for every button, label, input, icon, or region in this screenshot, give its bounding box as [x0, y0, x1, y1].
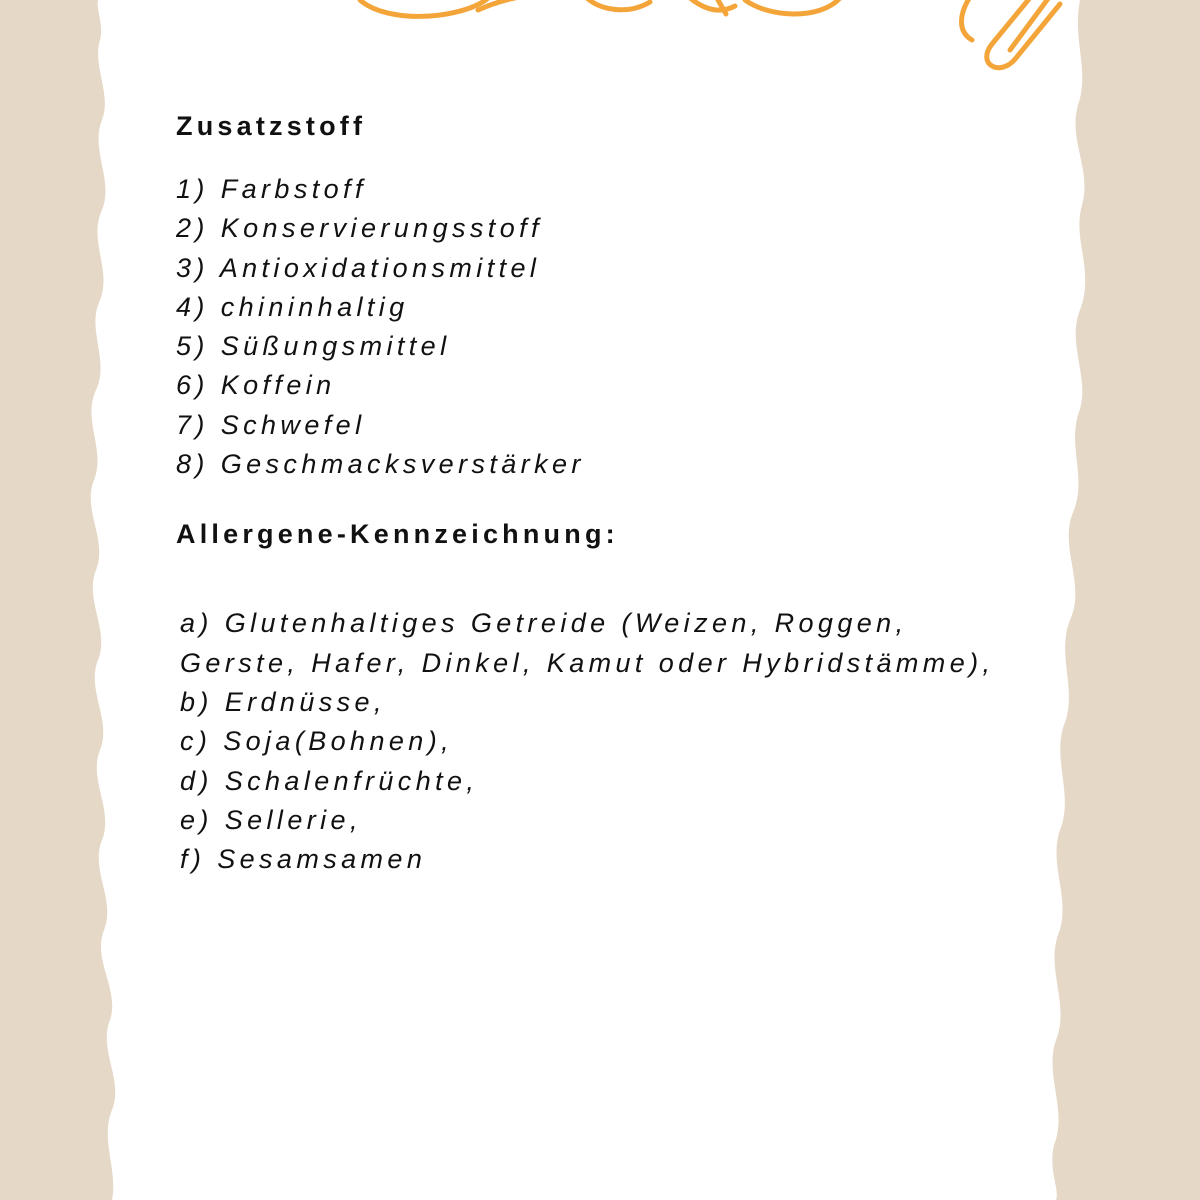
- additive-item: 6) Koffein: [176, 370, 336, 401]
- additive-item: 2) Konservierungsstoff: [176, 213, 543, 244]
- allergen-item: b) Erdnüsse,: [180, 686, 386, 717]
- allergens-list: [176, 604, 1076, 879]
- additive-item: 3) Antioxidationsmittel: [176, 252, 541, 283]
- allergen-item: a) Glutenhaltiges Getreide (Weizen, Roggen,: [180, 608, 908, 639]
- allergen-item: e) Sellerie,: [180, 804, 362, 835]
- allergen-item: d) Schalenfrüchte,: [180, 765, 479, 796]
- additives-list: [176, 170, 1076, 484]
- additives-heading: Zusatzstoff: [176, 111, 367, 141]
- additive-item: 1) Farbstoff: [176, 174, 367, 204]
- additive-item: 4) chininhaltig: [176, 291, 409, 322]
- additive-item: 7) Schwefel: [176, 409, 366, 440]
- content-area: [176, 108, 1076, 879]
- allergen-item: c) Soja(Bohnen),: [180, 726, 454, 757]
- additive-item: 5) Süßungsmittel: [176, 331, 451, 362]
- allergens-heading: Allergene-Kennzeichnung:: [176, 519, 619, 550]
- allergen-item: Gerste, Hafer, Dinkel, Kamut oder Hybridstämme),: [180, 647, 995, 678]
- allergen-item: f) Sesamsamen: [180, 844, 427, 875]
- additive-item: 8) Geschmacksverstärker: [176, 449, 585, 480]
- orange-scribble-ornament: [0, 0, 1200, 80]
- paperclip-icon: [962, 0, 1061, 68]
